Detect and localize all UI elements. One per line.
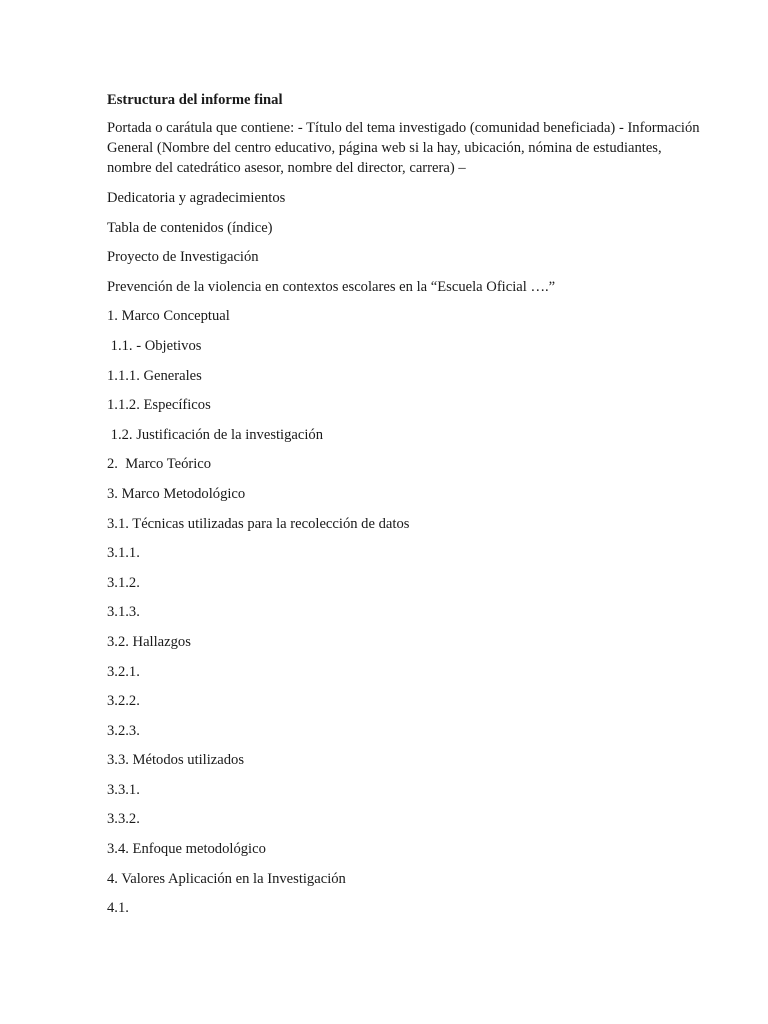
outline-line: 3.3.1. [107, 781, 140, 798]
outline-line: Dedicatoria y agradecimientos [107, 190, 286, 206]
outline-line: 3.1.2. [107, 574, 140, 591]
outline-line: Prevención de la violencia en contextos escolares en la “Escuela Oficial ….” [107, 278, 556, 295]
outline-line: 3. Marco Metodológico [107, 485, 246, 502]
outline-line: 3.2.2. [107, 693, 140, 710]
outline-line: Tabla de contenidos (índice) [107, 219, 273, 236]
document-title: Estructura del informe final [107, 92, 283, 108]
outline-line: 1.1. - Objetivos [107, 337, 202, 354]
outline-line: 1. Marco Conceptual [107, 308, 230, 325]
outline-line: 3.4. Enfoque metodológico [107, 841, 266, 858]
outline-line: 3.2. Hallazgos [107, 633, 191, 650]
outline-line: 3.2.1. [107, 663, 140, 680]
outline-line: 1.1.2. Específicos [107, 397, 211, 414]
outline-line: 1.1.1. Generales [107, 367, 202, 384]
document-page [107, 90, 707, 928]
outline-line: 3.2.3. [107, 722, 140, 739]
outline-line: 3.1.1. [107, 545, 140, 562]
outline-line: 3.3. Métodos utilizados [107, 752, 245, 769]
outline-line: 1.2. Justificación de la investigación [107, 426, 324, 443]
outline-line: 3.1.3. [107, 604, 140, 621]
outline-line: 4.1. [107, 900, 129, 917]
outline-line: 4. Valores Aplicación en la Investigación [107, 870, 346, 887]
outline-line: 3.1. Técnicas utilizadas para la recolección de datos [107, 515, 410, 532]
outline-line: Proyecto de Investigación [107, 249, 259, 266]
outline-line: 2. Marco Teórico [107, 456, 212, 473]
outline-list [107, 188, 707, 928]
intro-paragraph: Portada o carátula que contiene: - Título del tema investigado (comunidad beneficiada) - Información General (Nombre del centro educativo, página web si la hay, ubicación, nómina de estudiantes, nombre del catedrático asesor, nombre del director, carrera) – [107, 120, 700, 176]
outline-line: 3.3.2. [107, 811, 140, 828]
